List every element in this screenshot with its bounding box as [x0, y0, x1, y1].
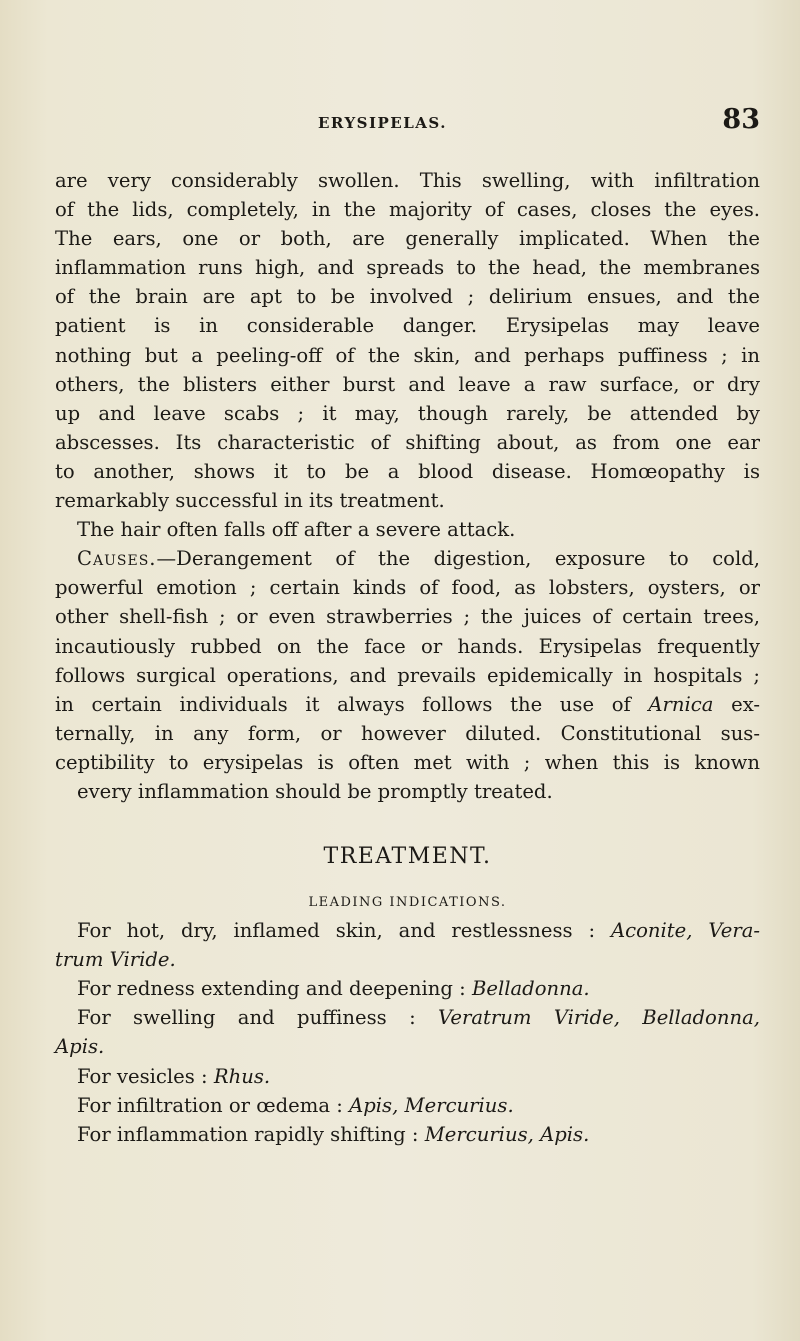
text-line: of the brain are apt to be involved ; delirium ensues, and the	[55, 285, 760, 309]
text-line: abscesses. Its characteristic of shifting about, as from one ear	[55, 430, 760, 454]
remedy-name: Veratrum Viride, Belladonna,	[438, 1006, 760, 1030]
text-line: remarkably successful in its treatment.	[55, 489, 445, 513]
indication-item	[55, 1062, 760, 1091]
causes-text: —Derangement of the digestion, exposure to cold,	[156, 547, 760, 571]
text-line: powerful emotion ; certain kinds of food, as lobsters, oysters, or	[55, 576, 760, 600]
indication-item	[55, 1091, 760, 1120]
indication-item	[55, 916, 760, 945]
remedy-name: Arnica	[648, 692, 714, 716]
remedy-name: Aconite, Vera-	[610, 919, 760, 943]
text-line	[55, 544, 760, 573]
paragraph-2: The hair often falls off after a severe attack.	[77, 518, 516, 542]
text-line: incautiously rubbed on the face or hands. Erysipelas frequently	[55, 634, 760, 658]
running-head	[55, 104, 760, 144]
section-heading: TREATMENT.	[323, 844, 492, 870]
text-line: nothing but a peeling-off of the skin, and perhaps puffiness ; in	[55, 343, 760, 367]
text-line: inflammation runs high, and spreads to the head, the membranes	[55, 256, 760, 280]
text-line: follows surgical operations, and prevails epidemically in hospitals ;	[55, 663, 760, 687]
text-line: to another, shows it to be a blood disease. Homœopathy is	[55, 459, 760, 483]
indication-lead: For hot, dry, inflamed skin, and restlessness :	[77, 919, 596, 943]
page-number: 83	[722, 104, 760, 135]
causes-paragraph	[55, 544, 760, 806]
body-text	[55, 166, 760, 1149]
text-segment: ex-	[731, 692, 761, 716]
text-line: are very considerably swollen. This swelling, with infiltration	[55, 169, 760, 192]
text-line	[55, 690, 760, 719]
text-line: ternally, in any form, or however diluted. Constitutional sus-	[55, 721, 760, 745]
remedy-name: trum Viride.	[55, 948, 176, 972]
text-line: of the lids, completely, in the majority of cases, closes the eyes.	[55, 198, 760, 222]
indication-lead: For infiltration or œdema :	[77, 1093, 343, 1117]
causes-label: Causes.	[77, 547, 157, 571]
indication-continuation	[55, 1032, 760, 1061]
indication-lead: For inflammation rapidly shifting :	[77, 1122, 419, 1146]
remedy-name: Rhus.	[213, 1064, 271, 1088]
text-line: other shell-fish ; or even strawberries ; the juices of certain trees,	[55, 605, 760, 629]
remedy-name: Mercurius, Apis.	[424, 1122, 590, 1146]
indication-item	[55, 974, 760, 1003]
running-title: ERYSIPELAS.	[318, 114, 447, 132]
remedy-name: Apis.	[55, 1035, 105, 1059]
section-subheading: LEADING INDICATIONS.	[308, 895, 507, 911]
paragraph-1	[55, 166, 760, 515]
indication-lead: For swelling and puffiness :	[77, 1006, 416, 1030]
remedy-name: Apis, Mercurius.	[349, 1093, 514, 1117]
text-line: ceptibility to erysipelas is often met with ; when this is known	[55, 750, 760, 774]
text-line: The ears, one or both, are generally implicated. When the	[55, 227, 760, 251]
text-line: others, the blisters either burst and leave a raw surface, or dry	[55, 372, 760, 396]
indications-list	[55, 916, 760, 1149]
text-segment: in certain individuals it always follows the use of	[55, 692, 631, 716]
indication-item	[55, 1003, 760, 1032]
indication-item	[55, 1120, 760, 1149]
text-line: every inflammation should be promptly treated.	[77, 779, 553, 803]
text-line: up and leave scabs ; it may, though rarely, be attended by	[55, 401, 760, 425]
indication-continuation	[55, 945, 760, 974]
indication-lead: For redness extending and deepening :	[77, 977, 466, 1001]
remedy-name: Belladonna.	[471, 977, 590, 1001]
indication-lead: For vesicles :	[77, 1064, 208, 1088]
text-line: patient is in considerable danger. Erysipelas may leave	[55, 314, 760, 338]
